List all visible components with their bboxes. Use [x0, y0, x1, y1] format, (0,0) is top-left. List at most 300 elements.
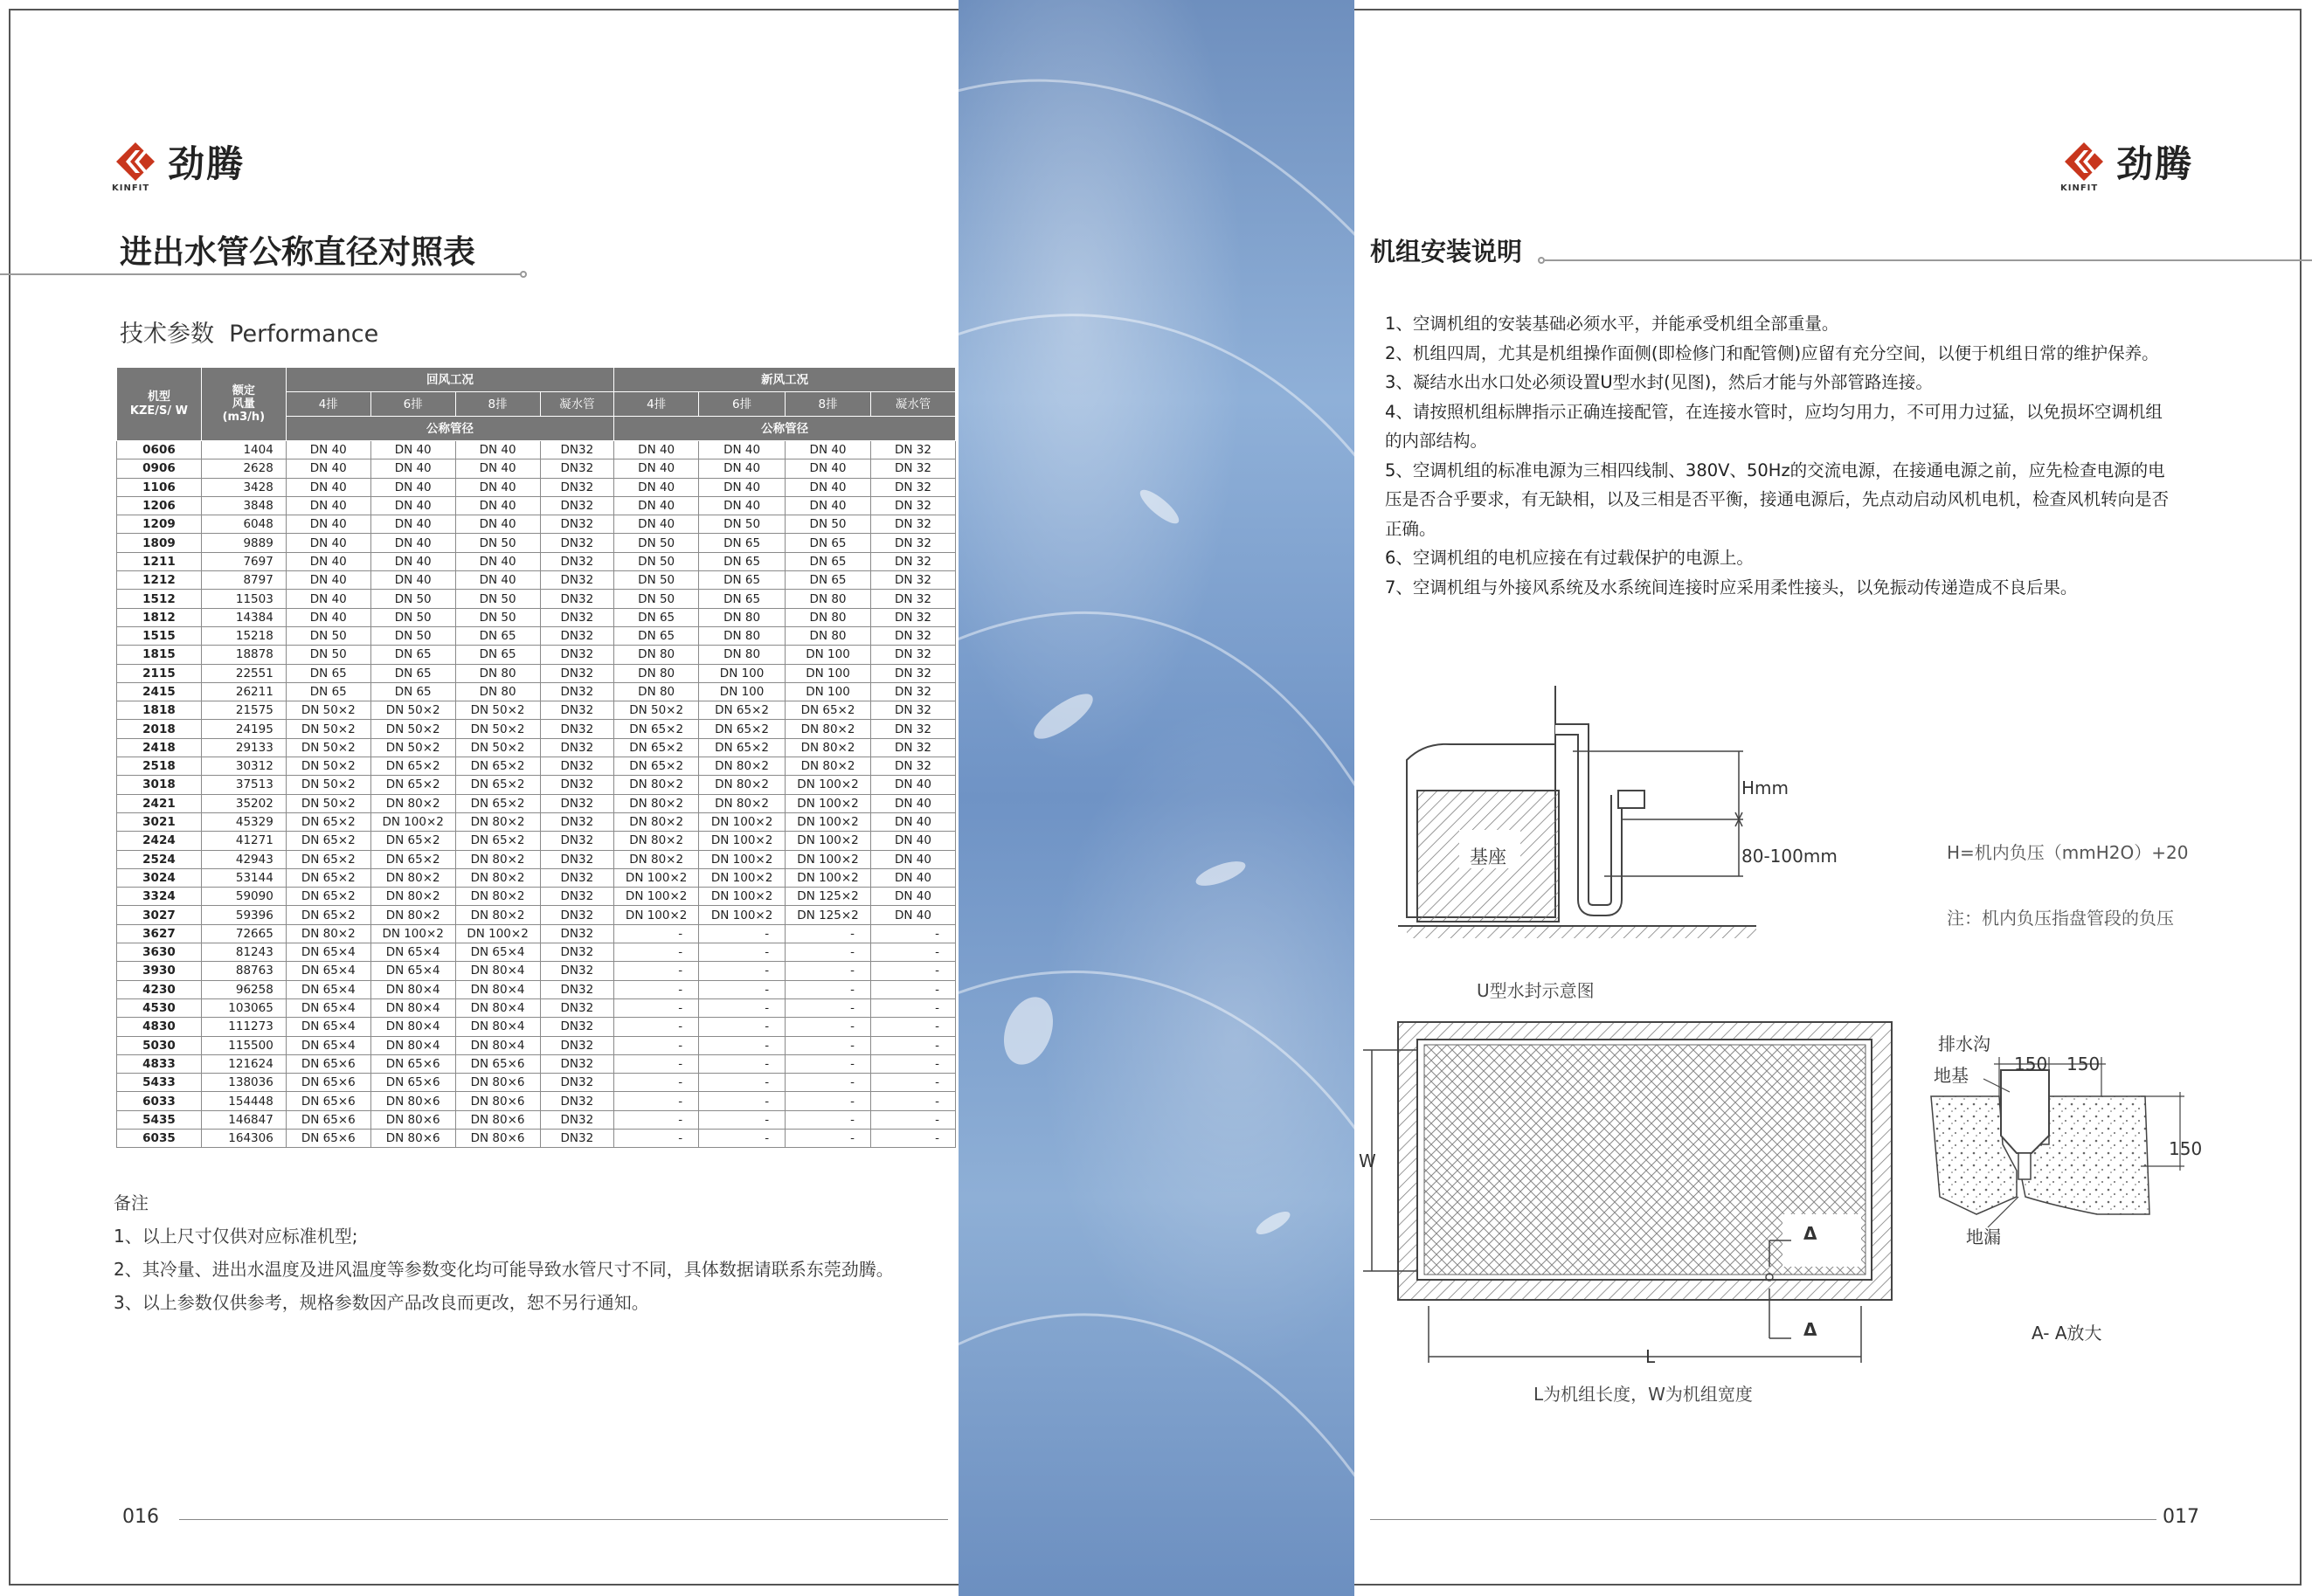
pipe-size-cell: DN 80×2 — [286, 924, 370, 943]
model-cell: 1809 — [117, 534, 202, 552]
pipe-size-cell: DN 80×2 — [699, 794, 786, 812]
table-row — [117, 832, 956, 850]
pipe-size-cell: DN 65×6 — [455, 1054, 540, 1073]
h-range-label: 80-100mm — [1741, 846, 1838, 867]
pipe-size-cell: DN 100×2 — [786, 850, 871, 868]
table-row — [117, 682, 956, 701]
pipe-size-cell: DN 65×2 — [286, 832, 370, 850]
pipe-size-cell: DN 80×2 — [455, 868, 540, 887]
model-cell: 6033 — [117, 1092, 202, 1110]
table-row — [117, 1074, 956, 1092]
pipe-size-cell: DN32 — [540, 1018, 614, 1036]
pipe-size-cell: DN32 — [540, 980, 614, 998]
page-title-left: 进出水管公称直径对照表 — [120, 233, 475, 271]
pipe-size-cell: DN 40 — [455, 459, 540, 478]
pipe-size-cell: DN 100×2 — [699, 832, 786, 850]
subheader-cell: 凝水管 — [871, 392, 956, 417]
header-pipe-size-fresh: 公称管径 — [614, 417, 956, 441]
airflow-cell: 164306 — [201, 1129, 286, 1147]
pipe-size-cell: DN32 — [540, 868, 614, 887]
subheader-cell: 4排 — [614, 392, 699, 417]
model-cell: 5433 — [117, 1074, 202, 1092]
instruction-line: 4、请按照机组标牌指示正确连接配管，在连接水管时，应均匀用力，不可用力过猛，以免损坏空调机组 — [1385, 401, 2163, 422]
header-model: 机型 KZE/S/ W — [117, 368, 202, 441]
model-cell: 1818 — [117, 701, 202, 720]
pipe-size-cell: DN 50 — [455, 534, 540, 552]
pipe-size-cell: DN 50×2 — [286, 776, 370, 794]
drain-label: 地漏 — [1966, 1226, 2001, 1247]
pipe-size-cell: - — [871, 998, 956, 1017]
pipe-size-cell: DN32 — [540, 441, 614, 459]
pipe-size-cell: DN 65 — [786, 552, 871, 570]
pipe-size-cell: DN 40 — [370, 534, 455, 552]
pipe-size-cell: DN 100×2 — [786, 794, 871, 812]
u-trap-caption: U型水封示意图 — [1477, 980, 1595, 1001]
pipe-size-cell: DN 32 — [871, 757, 956, 776]
pipe-size-cell: DN 80×2 — [614, 794, 699, 812]
pipe-size-cell: DN 80×4 — [370, 1018, 455, 1036]
airflow-cell: 2628 — [201, 459, 286, 478]
pipe-size-cell: DN32 — [540, 646, 614, 664]
pipe-size-cell: DN 40 — [871, 776, 956, 794]
pipe-size-cell: DN32 — [540, 1110, 614, 1129]
dim-a-label: 150 — [2014, 1054, 2048, 1074]
airflow-cell: 121624 — [201, 1054, 286, 1073]
model-cell: 3324 — [117, 888, 202, 906]
pipe-size-cell: DN 32 — [871, 646, 956, 664]
footer-rule-right — [1370, 1519, 2156, 1520]
pipe-size-cell: DN32 — [540, 720, 614, 738]
pipe-size-cell: DN32 — [540, 998, 614, 1017]
pipe-size-cell: DN 40 — [370, 552, 455, 570]
pipe-size-cell: - — [699, 943, 786, 962]
pipe-size-cell: DN 100×2 — [699, 850, 786, 868]
airflow-cell: 24195 — [201, 720, 286, 738]
pipe-size-cell: - — [871, 962, 956, 980]
instruction-line: 正确。 — [1385, 518, 1436, 539]
pipe-size-cell: DN 40 — [699, 459, 786, 478]
airflow-cell: 30312 — [201, 757, 286, 776]
model-cell: 3930 — [117, 962, 202, 980]
brand-logo-left — [112, 135, 246, 193]
table-row — [117, 646, 956, 664]
airflow-cell: 154448 — [201, 1092, 286, 1110]
airflow-cell: 146847 — [201, 1110, 286, 1129]
pipe-size-cell: DN 65×2 — [699, 720, 786, 738]
table-row — [117, 1129, 956, 1147]
brand-logo-right — [2060, 135, 2194, 193]
pipe-size-cell: DN 80×6 — [455, 1074, 540, 1092]
pipe-size-cell: DN 40 — [871, 850, 956, 868]
model-cell: 2524 — [117, 850, 202, 868]
pipe-size-cell: - — [699, 1129, 786, 1147]
pipe-size-cell: - — [699, 1074, 786, 1092]
instruction-line: 压是否合乎要求，有无缺相，以及三相是否平衡，接通电源后，先点动启动风机电机，检查风机转向是否 — [1385, 489, 2170, 509]
pipe-size-cell: DN 80×2 — [699, 757, 786, 776]
pipe-size-cell: DN 80×4 — [455, 980, 540, 998]
h-mm-label: Hmm — [1741, 777, 1789, 798]
width-label: W — [1359, 1150, 1376, 1171]
pipe-size-cell: DN 65×2 — [455, 832, 540, 850]
instruction-line: 5、空调机组的标准电源为三相四线制、380V、50Hz的交流电源，在接通电源之前，应先检查电源的电 — [1385, 459, 2165, 480]
detail-caption: A- A放大 — [2032, 1323, 2102, 1344]
airflow-cell: 14384 — [201, 608, 286, 626]
pipe-size-cell: DN 50 — [286, 646, 370, 664]
pipe-size-cell: - — [786, 1054, 871, 1073]
brand-name: 劲腾 — [168, 142, 246, 185]
pipe-size-cell: DN32 — [540, 664, 614, 682]
table-row — [117, 943, 956, 962]
airflow-cell: 8797 — [201, 571, 286, 590]
note-3: 3、以上参数仅供参考，规格参数因产品改良而更改，恕不另行通知。 — [114, 1292, 649, 1313]
pipe-size-cell: DN 40 — [286, 590, 370, 608]
pipe-size-cell: DN 32 — [871, 701, 956, 720]
pipe-size-cell: DN 50 — [614, 590, 699, 608]
airflow-cell: 21575 — [201, 701, 286, 720]
pipe-size-cell: - — [871, 1074, 956, 1092]
pipe-size-cell: DN 65 — [786, 534, 871, 552]
model-cell: 1815 — [117, 646, 202, 664]
pipe-size-cell: DN 32 — [871, 441, 956, 459]
model-cell: 2424 — [117, 832, 202, 850]
airflow-cell: 37513 — [201, 776, 286, 794]
instruction-line: 的内部结构。 — [1385, 431, 1488, 451]
pipe-size-cell: DN 40 — [455, 478, 540, 496]
model-cell: 3018 — [117, 776, 202, 794]
pipe-size-cell: DN 40 — [786, 441, 871, 459]
model-cell: 3021 — [117, 812, 202, 831]
pipe-size-cell: - — [699, 998, 786, 1017]
pipe-size-cell: - — [871, 943, 956, 962]
pipe-size-cell: DN 80×2 — [455, 812, 540, 831]
pipe-size-cell: DN 40 — [614, 515, 699, 534]
pipe-size-cell: DN 65 — [455, 626, 540, 645]
pipe-size-cell: - — [699, 1018, 786, 1036]
pipe-size-cell: DN32 — [540, 812, 614, 831]
pipe-size-cell: DN 80×4 — [455, 1018, 540, 1036]
pipe-size-cell: DN 65×2 — [699, 738, 786, 757]
section-mark-bottom: Δ — [1803, 1319, 1817, 1340]
pipe-size-cell: DN 100×2 — [699, 812, 786, 831]
pipe-size-cell: DN 100 — [699, 682, 786, 701]
note-2: 2、其冷量、进出水温度及进风温度等参数变化均可能导致水管尺寸不同，具体数据请联系东莞劲腾。 — [114, 1259, 894, 1280]
pipe-size-cell: DN 65×4 — [370, 962, 455, 980]
pipe-size-cell: DN 80×2 — [370, 868, 455, 887]
pipe-size-cell: DN 80×2 — [699, 776, 786, 794]
instruction-line: 2、机组四周，尤其是机组操作面侧(即检修门和配管侧)应留有充分空间，以便于机组日常的维护保养。 — [1385, 342, 2159, 363]
pipe-size-cell: DN 50 — [455, 590, 540, 608]
header-pipe-size-return: 公称管径 — [286, 417, 613, 441]
pipe-size-cell: DN 80 — [786, 590, 871, 608]
airflow-cell: 1404 — [201, 441, 286, 459]
pipe-size-cell: DN 65 — [455, 646, 540, 664]
table-row — [117, 757, 956, 776]
pipe-size-cell: DN32 — [540, 496, 614, 515]
pipe-size-cell: DN 40 — [871, 906, 956, 924]
pipe-size-cell: DN 65×6 — [286, 1054, 370, 1073]
pipe-size-cell: DN 65×6 — [286, 1129, 370, 1147]
pipe-size-cell: DN 50×2 — [455, 720, 540, 738]
pipe-size-cell: DN 80×2 — [455, 906, 540, 924]
pipe-size-cell: - — [614, 1110, 699, 1129]
trench-label: 排水沟 — [1938, 1033, 1990, 1054]
pipe-size-cell: - — [871, 1018, 956, 1036]
pipe-size-cell: DN 65×4 — [286, 980, 370, 998]
pipe-size-cell: DN 65×2 — [786, 701, 871, 720]
airflow-cell: 9889 — [201, 534, 286, 552]
pipe-size-cell: - — [614, 980, 699, 998]
pipe-size-cell: - — [614, 1054, 699, 1073]
model-cell: 1515 — [117, 626, 202, 645]
pipe-size-cell: DN 100 — [786, 664, 871, 682]
pipe-size-cell: DN 65×2 — [455, 776, 540, 794]
pipe-size-cell: DN 100×2 — [455, 924, 540, 943]
airflow-cell: 115500 — [201, 1036, 286, 1054]
pipe-size-cell: DN 80×4 — [455, 962, 540, 980]
pipe-size-cell: DN 50 — [370, 590, 455, 608]
pipe-size-cell: DN 40 — [699, 478, 786, 496]
plan-view-diagram — [1363, 1013, 1914, 1380]
pipe-size-cell: DN 40 — [699, 441, 786, 459]
table-row — [117, 459, 956, 478]
pipe-size-cell: DN32 — [540, 794, 614, 812]
pipe-size-cell: DN 65×2 — [286, 868, 370, 887]
formula-label: H=机内负压（mmH2O）+20 — [1947, 842, 2189, 863]
pipe-size-cell: DN 80×4 — [455, 998, 540, 1017]
pipe-size-cell: - — [614, 1092, 699, 1110]
pipe-size-cell: DN 80×2 — [455, 850, 540, 868]
pipe-size-cell: DN32 — [540, 962, 614, 980]
pipe-size-cell: DN 32 — [871, 720, 956, 738]
pipe-size-cell: DN 50 — [786, 515, 871, 534]
pipe-size-cell: DN32 — [540, 590, 614, 608]
pipe-size-cell: DN 80 — [699, 626, 786, 645]
model-cell: 0906 — [117, 459, 202, 478]
pressure-note: 注：机内负压指盘管段的负压 — [1947, 908, 2174, 929]
pipe-size-cell: DN 50×2 — [455, 701, 540, 720]
pipe-size-cell: DN32 — [540, 478, 614, 496]
pipe-size-cell: DN 65×4 — [286, 1018, 370, 1036]
model-cell: 2518 — [117, 757, 202, 776]
pipe-size-cell: DN 50 — [370, 626, 455, 645]
pipe-size-cell: DN 65×2 — [699, 701, 786, 720]
pipe-size-cell: - — [786, 943, 871, 962]
pipe-size-cell: DN 65×6 — [286, 1110, 370, 1129]
pipe-size-cell: DN 32 — [871, 552, 956, 570]
brand-name: 劲腾 — [2116, 142, 2194, 185]
pipe-size-cell: DN 100×2 — [370, 924, 455, 943]
pipe-size-cell: DN 100×2 — [699, 888, 786, 906]
pipe-size-cell: DN 32 — [871, 626, 956, 645]
pipe-size-cell: - — [871, 1092, 956, 1110]
model-cell: 3027 — [117, 906, 202, 924]
pipe-size-cell: DN 40 — [871, 868, 956, 887]
pipe-size-cell: DN 80×4 — [370, 998, 455, 1017]
airflow-cell: 103065 — [201, 998, 286, 1017]
pipe-size-cell: DN 40 — [286, 515, 370, 534]
pipe-size-cell: - — [699, 980, 786, 998]
pipe-size-cell: - — [871, 924, 956, 943]
pipe-size-cell: DN 50 — [699, 515, 786, 534]
pipe-size-cell: DN 32 — [871, 664, 956, 682]
table-row — [117, 888, 956, 906]
pipe-size-cell: DN 65 — [699, 552, 786, 570]
kinfit-logo-icon — [112, 140, 157, 193]
pipe-size-cell: - — [699, 924, 786, 943]
airflow-cell: 42943 — [201, 850, 286, 868]
airflow-cell: 7697 — [201, 552, 286, 570]
pipe-size-cell: DN 40 — [614, 459, 699, 478]
pipe-size-cell: DN32 — [540, 534, 614, 552]
header-return-air: 回风工况 — [286, 368, 613, 392]
page-number-right: 017 — [2163, 1506, 2199, 1528]
pipe-size-cell: DN 50 — [370, 608, 455, 626]
page-title-right: 机组安装说明 — [1370, 237, 1523, 266]
table-row — [117, 998, 956, 1017]
instruction-line: 3、凝结水出水口处必须设置U型水封(见图)，然后才能与外部管路连接。 — [1385, 372, 1933, 392]
pipe-size-cell: DN32 — [540, 888, 614, 906]
pipe-size-cell: DN 100×2 — [614, 868, 699, 887]
pipe-size-cell: DN 80×2 — [786, 757, 871, 776]
pipe-size-cell: DN 40 — [614, 496, 699, 515]
table-row — [117, 571, 956, 590]
pipe-size-cell: DN 40 — [286, 478, 370, 496]
pipe-size-cell: DN 80 — [786, 608, 871, 626]
pipe-size-cell: DN 65×2 — [614, 720, 699, 738]
table-row — [117, 590, 956, 608]
pipe-size-cell: DN 50×2 — [614, 701, 699, 720]
pipe-size-cell: DN 80×2 — [370, 794, 455, 812]
pipe-size-cell: DN 40 — [871, 794, 956, 812]
pipe-size-cell: DN 40 — [286, 459, 370, 478]
pipe-size-cell: DN 80×2 — [786, 738, 871, 757]
pipe-size-cell: DN 40 — [286, 496, 370, 515]
pipe-size-cell: DN 32 — [871, 590, 956, 608]
table-row — [117, 441, 956, 459]
pipe-size-cell: DN 80×6 — [455, 1129, 540, 1147]
pipe-size-cell: DN32 — [540, 1054, 614, 1073]
pipe-size-cell: DN 65×2 — [286, 888, 370, 906]
pipe-size-cell: DN 40 — [370, 459, 455, 478]
pipe-size-cell: - — [699, 1110, 786, 1129]
pipe-size-cell: DN 65×2 — [286, 906, 370, 924]
pipe-size-cell: DN 65×2 — [614, 738, 699, 757]
pipe-size-cell: - — [871, 1054, 956, 1073]
pipe-size-cell: - — [786, 1018, 871, 1036]
dim-b-label: 150 — [2066, 1054, 2101, 1074]
instruction-line: 7、空调机组与外接风系统及水系统间连接时应采用柔性接头，以免振动传递造成不良后果。 — [1385, 577, 2078, 598]
airflow-cell: 3428 — [201, 478, 286, 496]
pipe-size-cell: DN 100×2 — [786, 776, 871, 794]
airflow-cell: 41271 — [201, 832, 286, 850]
pipe-size-cell: DN 65×2 — [286, 850, 370, 868]
pipe-size-cell: DN 80×2 — [614, 832, 699, 850]
pipe-size-cell: DN 40 — [614, 478, 699, 496]
pipe-size-cell: DN 40 — [455, 515, 540, 534]
pipe-size-cell: DN 40 — [455, 552, 540, 570]
brand-sub-text: KINFIT — [112, 183, 150, 193]
pipe-size-cell: DN32 — [540, 626, 614, 645]
pipe-size-cell: - — [614, 1018, 699, 1036]
pipe-size-cell: DN 80×2 — [614, 850, 699, 868]
pipe-size-cell: DN 65 — [699, 534, 786, 552]
airflow-cell: 96258 — [201, 980, 286, 998]
pipe-size-cell: DN 32 — [871, 608, 956, 626]
pipe-size-cell: DN 80 — [614, 664, 699, 682]
model-cell: 6035 — [117, 1129, 202, 1147]
pipe-size-cell: - — [786, 998, 871, 1017]
pipe-size-cell: DN 65×2 — [614, 757, 699, 776]
model-cell: 1512 — [117, 590, 202, 608]
airflow-cell: 11503 — [201, 590, 286, 608]
pipe-size-cell: DN32 — [540, 832, 614, 850]
pipe-size-cell: DN 40 — [786, 478, 871, 496]
pipe-size-cell: DN 50 — [614, 552, 699, 570]
pipe-size-cell: DN 100×2 — [786, 832, 871, 850]
pipe-size-cell: DN 65×4 — [286, 998, 370, 1017]
pipe-size-cell: DN 65×2 — [370, 776, 455, 794]
model-cell: 2418 — [117, 738, 202, 757]
pipe-size-cell: DN 80×2 — [455, 888, 540, 906]
pipe-size-cell: - — [786, 1129, 871, 1147]
pipe-size-cell: DN 80×2 — [786, 720, 871, 738]
pipe-size-cell: DN32 — [540, 1092, 614, 1110]
pipe-size-cell: DN 65×6 — [370, 1074, 455, 1092]
header-fresh-air: 新风工况 — [614, 368, 956, 392]
pipe-size-cell: DN32 — [540, 738, 614, 757]
pipe-size-cell: - — [786, 1036, 871, 1054]
table-row — [117, 626, 956, 645]
airflow-cell: 15218 — [201, 626, 286, 645]
pipe-size-cell: DN 50×2 — [370, 738, 455, 757]
model-cell: 4833 — [117, 1054, 202, 1073]
table-row — [117, 720, 956, 738]
pipe-size-cell: DN 32 — [871, 534, 956, 552]
pipe-size-cell: DN 40 — [614, 441, 699, 459]
pipe-size-cell: - — [786, 980, 871, 998]
model-cell: 2018 — [117, 720, 202, 738]
pipe-size-cell: DN32 — [540, 906, 614, 924]
pipe-size-cell: DN 40 — [286, 608, 370, 626]
pipe-size-cell: DN 65×4 — [286, 1036, 370, 1054]
header-airflow: 额定 风量 (m3/h) — [201, 368, 286, 441]
pipe-size-cell: DN 125×2 — [786, 888, 871, 906]
pipe-size-cell: - — [786, 1092, 871, 1110]
table-row — [117, 794, 956, 812]
table-row — [117, 1054, 956, 1073]
pipe-size-cell: - — [786, 962, 871, 980]
pipe-size-cell: DN 80 — [786, 626, 871, 645]
airflow-cell: 88763 — [201, 962, 286, 980]
pipe-size-cell: - — [699, 1054, 786, 1073]
model-cell: 1812 — [117, 608, 202, 626]
pipe-size-cell: DN 40 — [871, 888, 956, 906]
pipe-size-cell: - — [614, 1129, 699, 1147]
table-row — [117, 812, 956, 831]
table-row — [117, 1018, 956, 1036]
airflow-cell: 22551 — [201, 664, 286, 682]
pipe-size-cell: DN 65×4 — [286, 943, 370, 962]
pipe-size-cell: DN 100 — [786, 682, 871, 701]
footer-rule-left — [179, 1519, 948, 1520]
airflow-cell: 72665 — [201, 924, 286, 943]
pipe-size-cell: DN 80×6 — [370, 1129, 455, 1147]
pipe-size-cell: - — [614, 924, 699, 943]
note-1: 1、以上尺寸仅供对应标准机型; — [114, 1226, 358, 1247]
subheader-cell: 凝水管 — [540, 392, 614, 417]
pipe-size-cell: DN 65×6 — [370, 1054, 455, 1073]
model-cell: 3630 — [117, 943, 202, 962]
